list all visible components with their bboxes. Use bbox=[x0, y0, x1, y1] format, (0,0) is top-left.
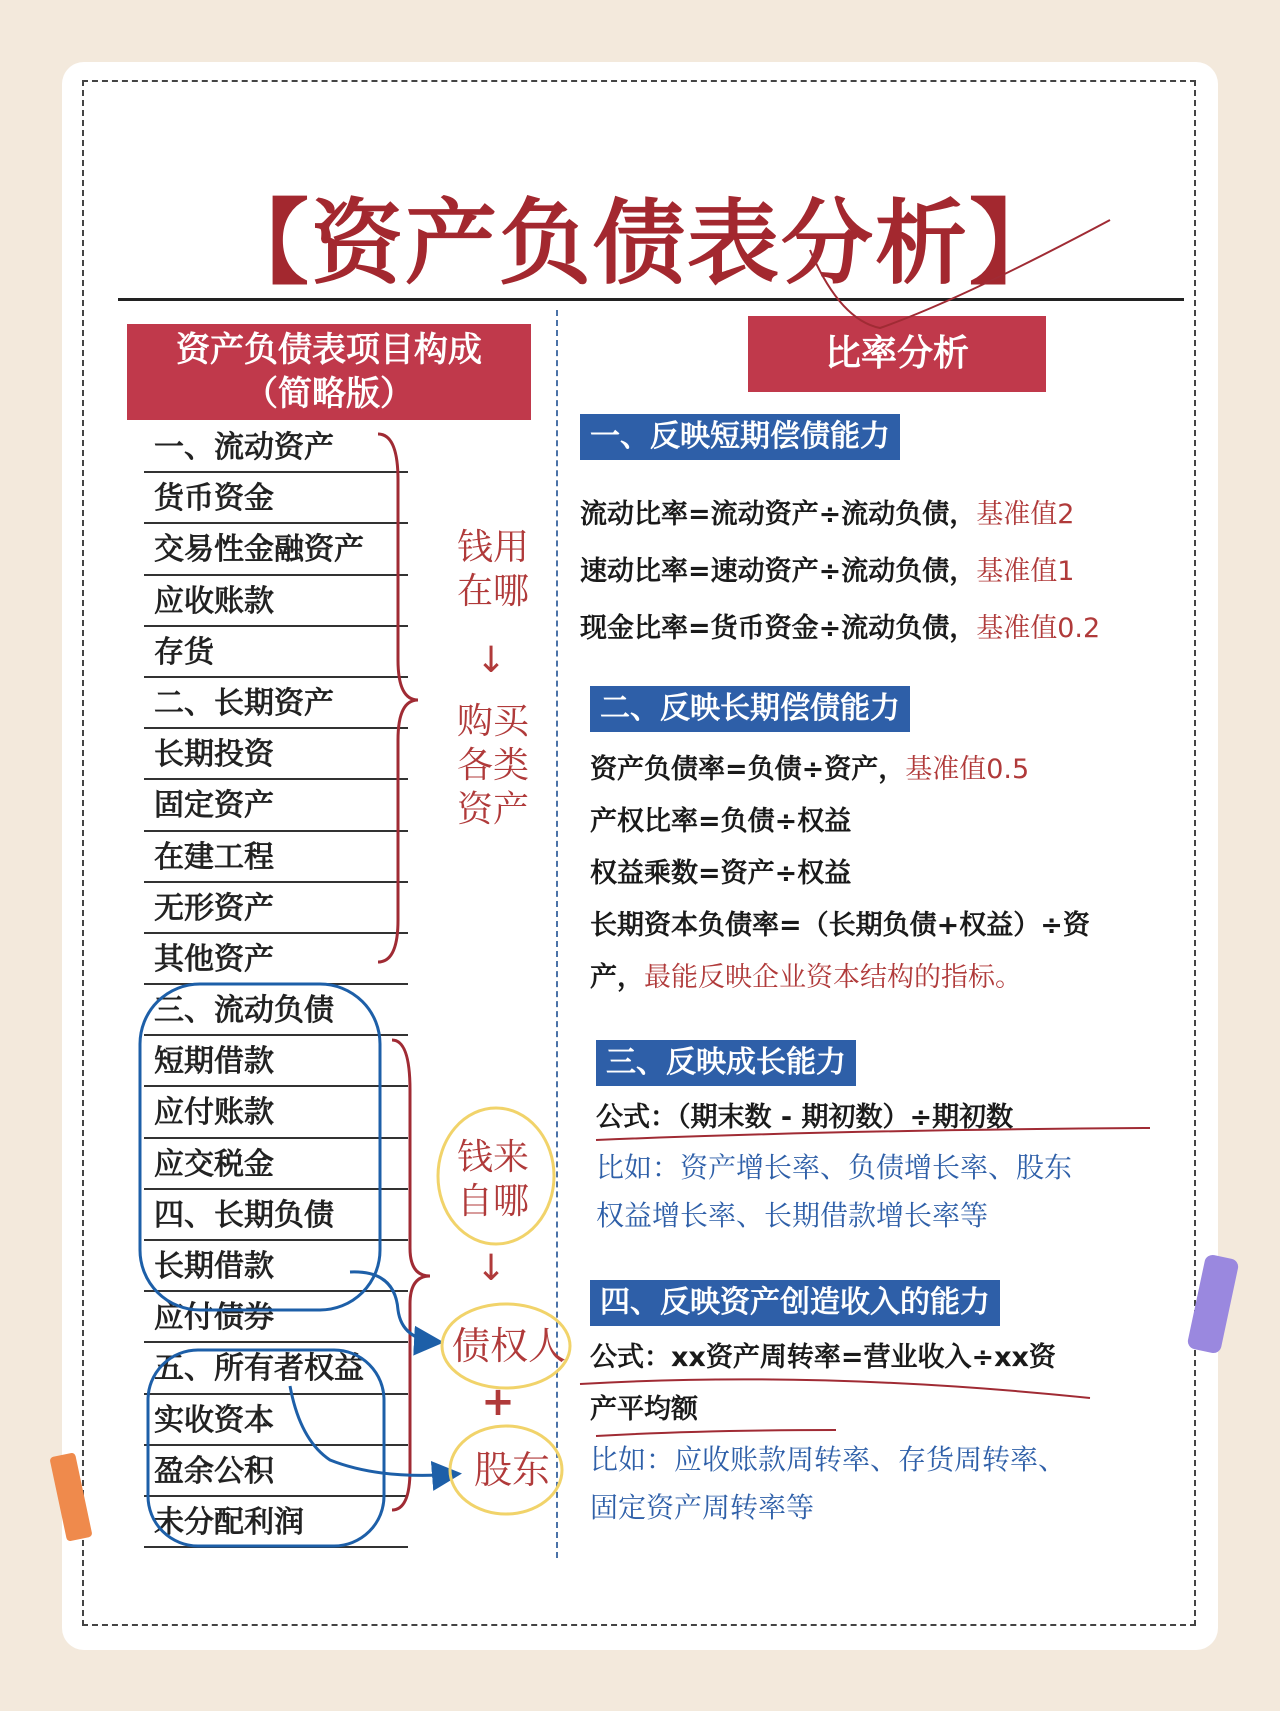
list-item: 其他资产 bbox=[144, 934, 408, 985]
note-money-source: 钱来自哪 bbox=[456, 1137, 529, 1222]
section-growth bbox=[596, 1040, 1196, 1240]
note-buy-assets: 购买各类资产 bbox=[456, 701, 529, 830]
formula-line: 产平均额 bbox=[590, 1394, 698, 1425]
left-header-line2: （简略版） bbox=[244, 374, 414, 414]
list-item: 应付债券 bbox=[144, 1292, 408, 1343]
section-title: 三、反映成长能力 bbox=[596, 1040, 856, 1086]
list-item: 在建工程 bbox=[144, 832, 408, 883]
formula-line: 流动比率=流动资产÷流动负债，基准值2 bbox=[580, 499, 1075, 530]
formula-line: 现金比率=货币资金÷流动负债，基准值0.2 bbox=[580, 613, 1101, 644]
formula-line: 公式：xx资产周转率=营业收入÷xx资 bbox=[590, 1342, 1056, 1373]
list-item: 盈余公积 bbox=[144, 1446, 408, 1497]
list-item: 应付账款 bbox=[144, 1087, 408, 1138]
example-line: 权益增长率、长期借款增长率等 bbox=[596, 1199, 989, 1232]
note-shareholder: 股东 bbox=[473, 1448, 550, 1492]
list-item: 交易性金融资产 bbox=[144, 524, 408, 575]
formula-line: 长期资本负债率=（长期负债+权益）÷资 bbox=[590, 910, 1090, 941]
title-divider bbox=[118, 298, 1184, 301]
balance-sheet-item-list bbox=[144, 422, 408, 1548]
list-item: 四、长期负债 bbox=[144, 1190, 408, 1241]
list-item: 实收资本 bbox=[144, 1395, 408, 1446]
list-item: 存货 bbox=[144, 627, 408, 678]
list-item: 长期借款 bbox=[144, 1241, 408, 1292]
formula-line: 资产负债率=负债÷资产，基准值0.5 bbox=[590, 754, 1030, 785]
note-plus: + bbox=[481, 1379, 515, 1425]
column-divider bbox=[556, 310, 558, 1558]
down-arrow-icon: ↓ bbox=[476, 1248, 507, 1289]
list-item: 未分配利润 bbox=[144, 1497, 408, 1548]
formula-line: 产，最能反映企业资本结构的指标。 bbox=[590, 962, 1022, 993]
formula-line: 权益乘数=资产÷权益 bbox=[590, 858, 852, 889]
list-item: 无形资产 bbox=[144, 883, 408, 934]
section-revenue-capacity bbox=[590, 1280, 1190, 1532]
example-line: 固定资产周转率等 bbox=[590, 1491, 815, 1524]
section-short-term-solvency bbox=[580, 414, 1180, 657]
right-header: 比率分析 bbox=[748, 316, 1046, 392]
formula-line: 速动比率=速动资产÷流动负债，基准值1 bbox=[580, 556, 1075, 587]
section-title: 四、反映资产创造收入的能力 bbox=[590, 1280, 1000, 1326]
list-item: 应收账款 bbox=[144, 576, 408, 627]
page-title: 【资产负债表分析】 bbox=[216, 189, 1063, 297]
list-item: 三、流动负债 bbox=[144, 985, 408, 1036]
left-header bbox=[127, 324, 531, 420]
list-item: 货币资金 bbox=[144, 473, 408, 524]
list-item: 短期借款 bbox=[144, 1036, 408, 1087]
formula-line: 公式：（期末数 - 期初数）÷期初数 bbox=[596, 1102, 1014, 1133]
list-item: 固定资产 bbox=[144, 780, 408, 831]
list-item: 五、所有者权益 bbox=[144, 1343, 408, 1394]
section-long-term-solvency bbox=[590, 686, 1190, 1004]
down-arrow-icon: ↓ bbox=[476, 640, 507, 681]
list-item: 二、长期资产 bbox=[144, 678, 408, 729]
section-title: 二、反映长期偿债能力 bbox=[590, 686, 910, 732]
example-line: 比如：应收账款周转率、存货周转率、 bbox=[590, 1443, 1067, 1476]
note-money-use: 钱用在哪 bbox=[456, 527, 529, 612]
list-item: 应交税金 bbox=[144, 1139, 408, 1190]
left-header-line1: 资产负债表项目构成 bbox=[176, 330, 482, 370]
list-item: 长期投资 bbox=[144, 729, 408, 780]
example-line: 比如：资产增长率、负债增长率、股东 bbox=[596, 1151, 1073, 1184]
section-title: 一、反映短期偿债能力 bbox=[580, 414, 900, 460]
note-creditor: 债权人 bbox=[451, 1324, 566, 1368]
list-item: 一、流动资产 bbox=[144, 422, 408, 473]
formula-line: 产权比率=负债÷权益 bbox=[590, 806, 852, 837]
